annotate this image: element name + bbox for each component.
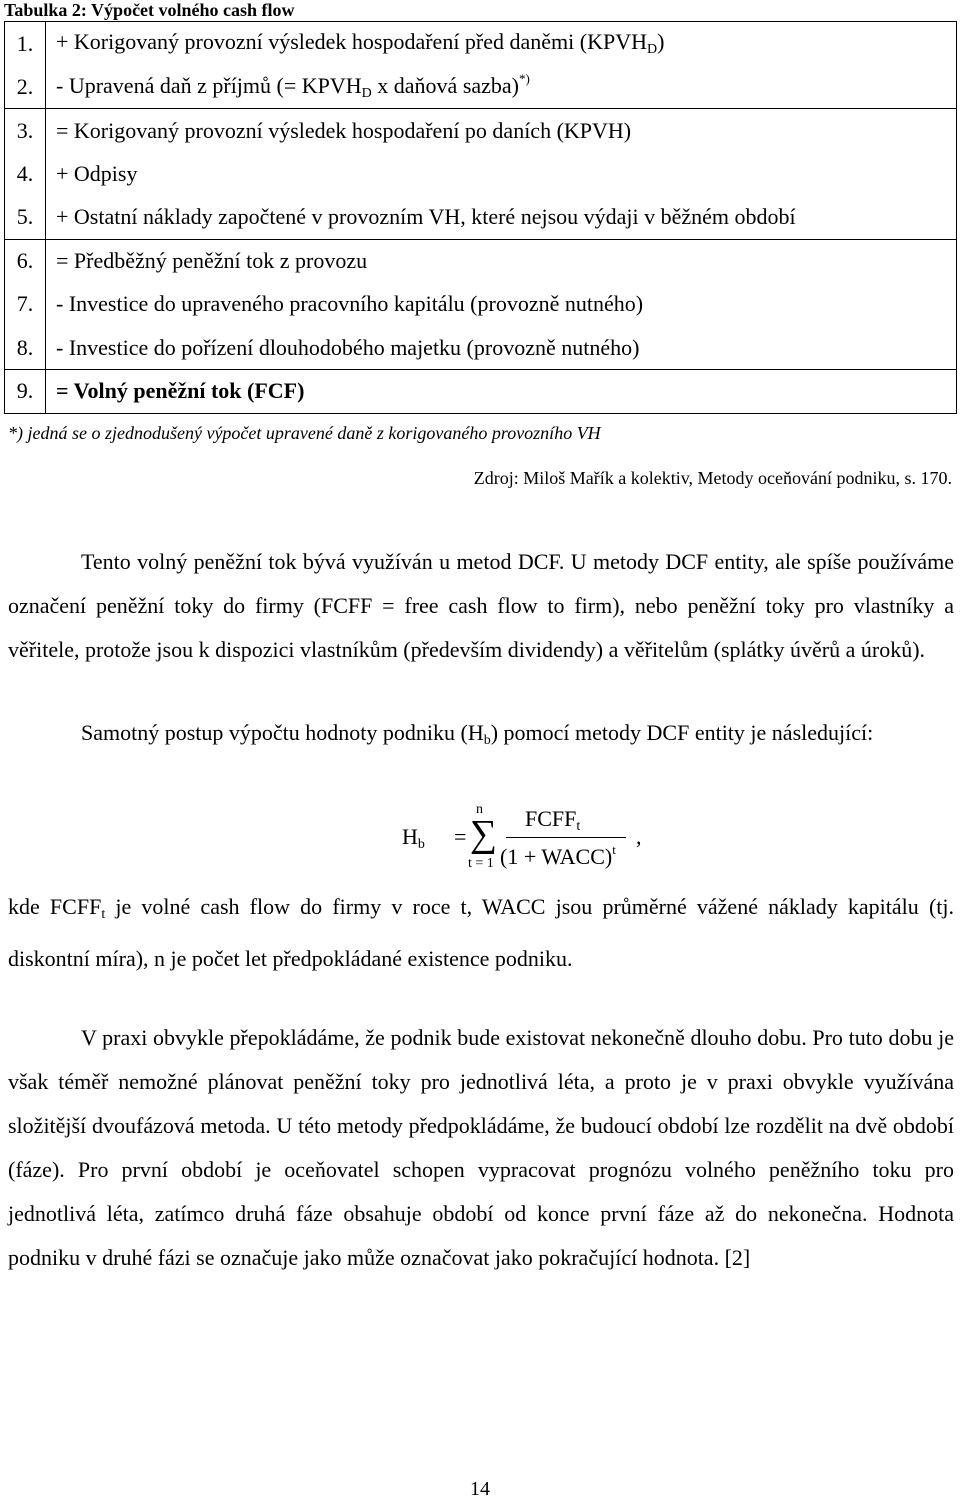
row-text: - Investice do pořízení dlouhodobého majetku (provozně nutného) bbox=[46, 326, 957, 370]
row-text: - Investice do upraveného pracovního kapitálu (provozně nutného) bbox=[46, 283, 957, 327]
row-number: 2. bbox=[5, 65, 46, 109]
formula-comma: , bbox=[636, 824, 642, 849]
table-footnote: *) jedná se o zjednodušený výpočet upravené daně z korigovaného provozního VH bbox=[8, 423, 601, 443]
formula-equals: = bbox=[454, 824, 467, 849]
row-number: 9. bbox=[5, 370, 46, 414]
paragraph-dcf-intro bbox=[8, 540, 954, 672]
page-number: 14 bbox=[470, 1478, 490, 1500]
table-row bbox=[5, 283, 957, 327]
paragraph-text: Tento volný peněžní tok bývá využíván u metod DCF. U metody DCF entity, ale spíše používáme označení peněžní toky do firmy (FCFF = free cash flow to firm), nebo peněžní toky pro vlastníky a věřitele, protože jsou k dispozici vlastníkům (především dividendy) a věřitelům (splátky úvěrů a úroků). bbox=[8, 549, 954, 662]
table-caption: Tabulka 2: Výpočet volného cash flow bbox=[4, 0, 295, 20]
row-text: = Předběžný peněžní tok z provozu bbox=[46, 239, 957, 283]
row-number: 8. bbox=[5, 326, 46, 370]
paragraph-two-phase bbox=[8, 1016, 954, 1280]
table-row bbox=[5, 196, 957, 240]
row-text: + Korigovaný provozní výsledek hospodaření před daněmi $(KPVH_D)$ bbox=[46, 22, 957, 66]
dcf-formula bbox=[398, 802, 658, 882]
formula-denominator: (1 + WACC)$^t$ bbox=[500, 842, 616, 869]
paragraph-formula-explanation bbox=[8, 885, 954, 981]
paragraph-procedure bbox=[8, 711, 954, 763]
paragraph-text: Samotný postup výpočtu hodnoty podniku $(H_b)$ pomocí metody DCF entity je následující: bbox=[81, 720, 874, 748]
table-row bbox=[5, 239, 957, 283]
table-row bbox=[5, 109, 957, 153]
formula-lhs: $H_b$ bbox=[402, 824, 425, 852]
row-number: 4. bbox=[5, 152, 46, 196]
row-text: + Ostatní náklady započtené v provozním VH, které nejsou výdaji v běžném období bbox=[46, 196, 957, 240]
row-number: 6. bbox=[5, 239, 46, 283]
fraction-bar bbox=[506, 837, 626, 838]
row-text: = Volný peněžní tok (FCF) bbox=[46, 370, 957, 414]
table-row bbox=[5, 65, 957, 109]
row-text: + Odpisy bbox=[46, 152, 957, 196]
row-text: = Korigovaný provozní výsledek hospodaření po daních (KPVH) bbox=[46, 109, 957, 153]
table-source: Zdroj: Miloš Mařík a kolektiv, Metody oceňování podniku, s. 170. bbox=[473, 468, 952, 488]
paragraph-text: kde $FCFF_t$ je volné cash flow do firmy v roce t, WACC jsou průměrné vážené náklady kapitálu (tj. diskontní míra), n je počet let předpokládané existence podniku. bbox=[8, 894, 954, 971]
row-number: 5. bbox=[5, 196, 46, 240]
row-number: 3. bbox=[5, 109, 46, 153]
table-row bbox=[5, 22, 957, 66]
paragraph-text: V praxi obvykle přepokládáme, že podnik bude existovat nekonečně dlouho dobu. Pro tuto dobu je však téměř nemožné plánovat peněžní toky pro jednotlivá léta, a proto je v praxi obvykle využívána složitější dvoufázová metoda. U této metody předpokládáme, že budoucí období lze rozdělit na dvě období (fáze). Pro první období je oceňovatel schopen vypracovat prognózu volného peněžního toku pro jednotlivá léta, zatímco druhá fáze obsahuje období od konce první fáze až do nekonečna. Hodnota podniku v druhé fázi se označuje jako může označovat jako pokračující hodnota. [2] bbox=[8, 1025, 954, 1270]
sum-lower-limit: t = 1 bbox=[468, 856, 494, 871]
table-row bbox=[5, 326, 957, 370]
row-text: - Upravená daň z příjmů (= $KPVH_D$ x daňová sazba)*) bbox=[46, 65, 957, 109]
sum-icon: ∑ bbox=[470, 813, 498, 855]
table-row bbox=[5, 152, 957, 196]
table-row bbox=[5, 370, 957, 414]
row-number: 1. bbox=[5, 22, 46, 66]
formula-numerator: $FCFF_t$ bbox=[525, 806, 581, 834]
cash-flow-table bbox=[4, 21, 957, 414]
row-number: 7. bbox=[5, 283, 46, 327]
sum-upper-limit: n bbox=[476, 802, 483, 817]
